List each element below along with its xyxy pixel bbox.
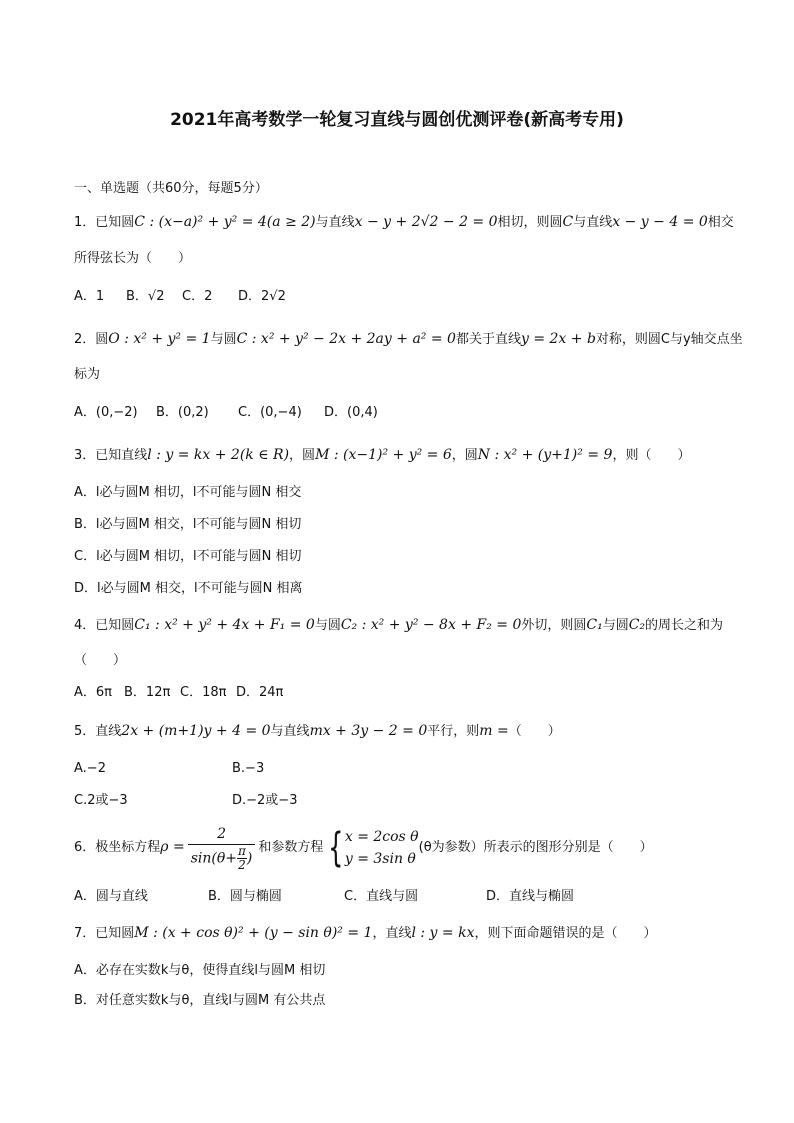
option-a: A．6π (74, 685, 112, 700)
option-d: D．(0,4) (324, 405, 378, 420)
parametric-system: x = 2cos θ y = 3sin θ (344, 828, 419, 867)
question-4-stem-cont: （ ） (74, 653, 127, 668)
option-a: A．1 (74, 289, 105, 304)
option-a: A．圆与直线 (74, 889, 148, 904)
option-c: C．2 (182, 289, 213, 304)
page-title: 2021年高考数学一轮复习直线与圆创优测评卷(新高考专用) (170, 110, 624, 130)
brace-glyph: { (328, 824, 344, 871)
option-a: A．(0,−2) (74, 405, 138, 420)
question-1-options (74, 288, 286, 306)
question-5-options-row1 (74, 760, 264, 778)
option-b: B．圆与椭圆 (208, 889, 282, 904)
question-2-stem-cont: 标为 (74, 367, 101, 382)
question-2-stem: 2．圆O : x² + y² = 1与圆C : x² + y² − 2x + 2ay + a² = 0都关于直线y = 2x + b对称，则圆C与y轴交点坐 (74, 331, 743, 347)
option-d: D．2√2 (238, 289, 286, 304)
question-3-option-d: D．l必与圆M 相交，l不可能与圆N 相离 (74, 581, 303, 596)
question-3-option-a: A．l必与圆M 相切，l不可能与圆N 相交 (74, 485, 302, 500)
question-1-stem-cont: 所得弦长为（ ） (74, 251, 192, 266)
section-heading: 一、单选题（共60分，每题5分） (74, 181, 268, 196)
option-c: C．18π (180, 685, 227, 700)
question-4-options (74, 684, 283, 702)
option-d: D.−2或−3 (232, 793, 298, 808)
question-6-stem: 6．极坐标方程ρ = 2 sin(θ+ $\frac{\pi}{2}$ ) 和参数方程 { x = 2cos θ y = 3sin θ (θ为参数）所表示的图形分别是（ ） (74, 824, 653, 872)
question-1-stem: 1．已知圆C : (x−a)² + y² = 4(a ≥ 2)与直线x − y + 2√2 − 2 = 0相切，则圆C与直线x − y − 4 = 0相交 (74, 214, 734, 230)
option-d: D．24π (236, 685, 284, 700)
question-3-option-b: B．l必与圆M 相交，l不可能与圆N 相切 (74, 517, 302, 532)
option-d: D．直线与椭圆 (486, 889, 575, 904)
question-5-options-row2 (74, 792, 297, 810)
option-b: B．(0,2) (156, 405, 209, 420)
fraction: 2 sin(θ+ $\frac{\pi}{2}$ ) (188, 824, 256, 872)
option-c: C．(0,−4) (238, 405, 302, 420)
question-2-options (74, 404, 378, 422)
option-c: C．直线与圆 (344, 889, 419, 904)
option-a: A.−2 (74, 761, 106, 776)
question-7-option-b: B．对任意实数k与θ，直线l与圆M 有公共点 (74, 993, 326, 1008)
question-5-stem: 5．直线2x + (m+1)y + 4 = 0与直线mx + 3y − 2 = 0平行，则m =（ ） (74, 723, 561, 739)
question-4-stem: 4．已知圆C₁ : x² + y² + 4x + F₁ = 0与圆C₂ : x² + y² − 8x + F₂ = 0外切，则圆C₁与圆C₂的周长之和为 (74, 617, 724, 633)
question-6-options (74, 888, 574, 906)
option-b: B.−3 (232, 761, 265, 776)
question-3-stem: 3．已知直线l : y = kx + 2(k ∈ R)，圆M : (x−1)² + y² = 6，圆N : x² + (y+1)² = 9，则（ ） (74, 447, 691, 463)
question-7-stem: 7．已知圆M : (x + cos θ)² + (y − sin θ)² = 1，直线l : y = kx，则下面命题错误的是（ ） (74, 925, 657, 941)
question-7-option-a: A．必存在实数k与θ，使得直线l与圆M 相切 (74, 963, 326, 978)
option-c: C.2或−3 (74, 793, 128, 808)
question-3-option-c: C．l必与圆M 相切，l不可能与圆N 相切 (74, 549, 302, 564)
option-b: B．12π (124, 685, 171, 700)
option-b: B．√2 (126, 289, 165, 304)
